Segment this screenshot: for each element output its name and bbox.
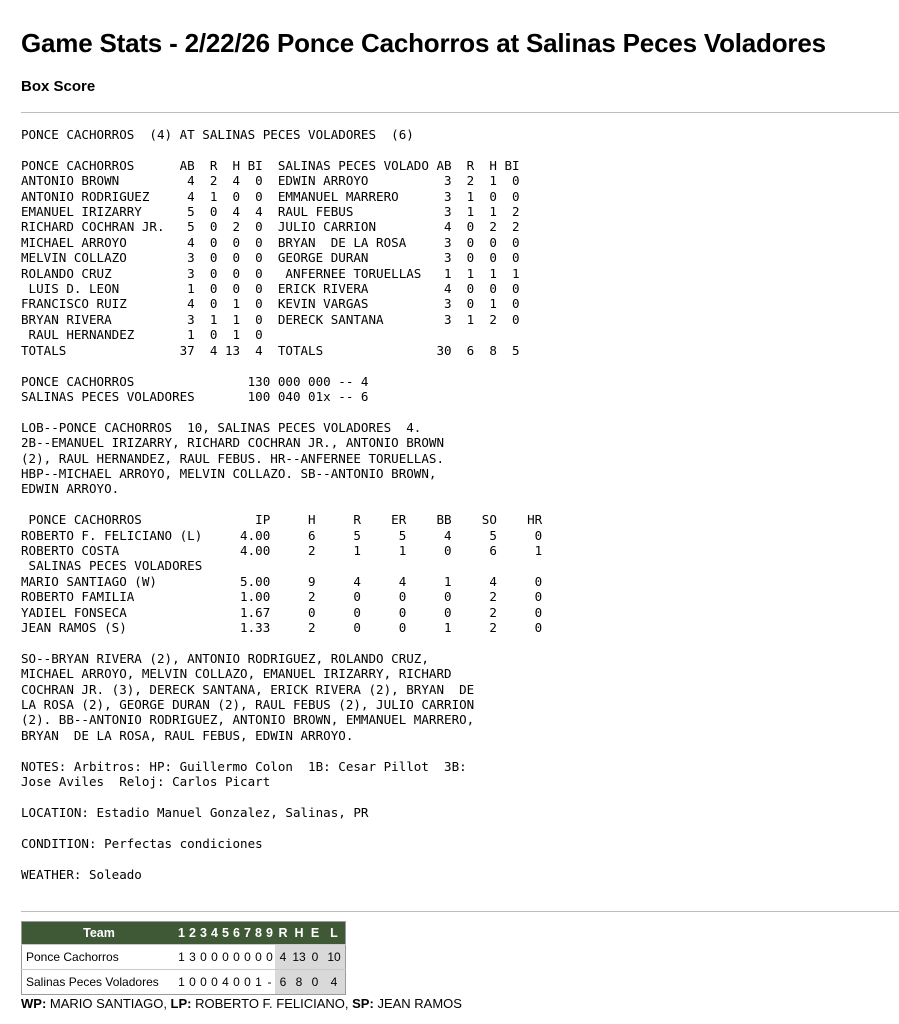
save-pitcher: JEAN RAMOS — [377, 996, 462, 1011]
inning-score: 1 — [253, 970, 264, 995]
table-row — [22, 970, 346, 995]
header-inning-7: 7 — [242, 922, 253, 945]
header-inning-4: 4 — [209, 922, 220, 945]
table-row — [22, 945, 346, 970]
bottom-divider — [21, 911, 899, 912]
winning-pitcher: MARIO SANTIAGO — [49, 996, 164, 1011]
sp-label: SP: — [352, 996, 374, 1011]
team-name: Salinas Peces Voladores — [22, 970, 177, 995]
inning-score: 0 — [264, 945, 275, 970]
line-score-header-row — [22, 922, 346, 945]
inning-score: 0 — [242, 945, 253, 970]
wp-label: WP: — [21, 996, 47, 1011]
header-inning-2: 2 — [187, 922, 198, 945]
inning-score: 0 — [209, 970, 220, 995]
runs-total: 4 — [275, 945, 291, 970]
top-divider — [21, 112, 899, 113]
inning-score: - — [264, 970, 275, 995]
runs-total: 6 — [275, 970, 291, 995]
box-score-text: PONCE CACHORROS (4) AT SALINAS PECES VOLADORES (6) PONCE CACHORROS AB R H BI SALINAS PECES VOLADO AB R H BI ANTONIO BROWN 4 2 4 0 EDWIN ARROYO 3 2 1 0 ANTONIO RODRIGUEZ 4 1 0 0 EMMANUEL MARRERO 3 1 0 0 EMANUEL IRIZARRY 5 0 4 4 RAUL FEBUS 3 1 1 2 RICHARD COCHRAN JR. 5 0 2 0 JULIO CARRION 4 0 2 2 MICHAEL ARROYO 4 0 0 0 BRYAN DE LA ROSA 3 0 0 0 MELVIN COLLAZO 3 0 0 0 GEORGE DURAN 3 0 0 0 ROLANDO CRUZ 3 0 0 0 ANFERNEE TORUELLAS 1 1 1 1 LUIS D. LEON 1 0 0 0 ERICK RIVERA 4 0 0 0 FRANCISCO RUIZ 4 0 1 0 KEVIN VARGAS 3 0 1 0 BRYAN RIVERA 3 1 1 0 DERECK SANTANA 3 1 2 0 RAUL HERNANDEZ 1 0 1 0 TOTALS 37 4 13 4 TOTALS 30 6 8 5 PONCE CACHORROS 130 000 000 -- 4 SALINAS PECES VOLADORES 100 040 01x -- 6 LOB--PONCE CACHORROS 10, SALINAS PECES VOLADORES 4. 2B--EMANUEL IRIZARRY, RICHARD COCHRAN JR., ANTONIO BROWN (2), RAUL HERNANDEZ, RAUL FEBUS. HR--ANFERNEE TORUELLAS. HBP--MICHAEL ARROYO, MELVIN COLLAZO. SB--ANTONIO BROWN, EDWIN ARROYO. PONCE CACHORROS IP H R ER BB SO HR ROBERTO F. FELICIANO (L) 4.00 6 5 5 4 5 0 ROBERTO COSTA 4.00 2 1 1 0 6 1 SALINAS PECES VOLADORES MARIO SANTIAGO (W) 5.00 9 4 4 1 4 0 ROBERTO FAMILIA 1.00 2 0 0 0 2 0 YADIEL FONSECA 1.67 0 0 0 0 2 0 JEAN RAMOS (S) 1.33 2 0 0 1 2 0 SO--BRYAN RIVERA (2), ANTONIO RODRIGUEZ, ROLANDO CRUZ, MICHAEL ARROYO, MELVIN COLLAZO, EMANUEL IRIZARRY, RICHARD COCHRAN JR. (3), DERECK SANTANA, ERICK RIVERA (2), BRYAN DE LA ROSA (2), GEORGE DURAN (2), RAUL FEBUS (2), JULIO CARRION (2). BB--ANTONIO RODRIGUEZ, ANTONIO BROWN, EMMANUEL MARRERO, BRYAN DE LA ROSA, RAUL FEBUS, EDWIN ARROYO. NOTES: Arbitros: HP: Guillermo Colon 1B: Cesar Pillot 3B: Jose Aviles Reloj: Carlos Picart LOCATION: Estadio Manuel Gonzalez, Salinas, PR CONDITION: Perfectas condiciones WEATHER: Soleado — [21, 127, 543, 882]
inning-score: 1 — [176, 970, 187, 995]
inning-score: 0 — [198, 970, 209, 995]
inning-score: 0 — [220, 945, 231, 970]
inning-score: 0 — [198, 945, 209, 970]
page-title: Game Stats - 2/22/26 Ponce Cachorros at Salinas Peces Voladores — [21, 28, 826, 58]
header-runs: R — [275, 922, 291, 945]
header-inning-8: 8 — [253, 922, 264, 945]
inning-score: 1 — [176, 945, 187, 970]
inning-score: 0 — [231, 945, 242, 970]
header-inning-6: 6 — [231, 922, 242, 945]
box-score-heading: Box Score — [21, 78, 96, 95]
header-hits: H — [291, 922, 307, 945]
hits-total: 8 — [291, 970, 307, 995]
header-errors: E — [307, 922, 323, 945]
header-inning-5: 5 — [220, 922, 231, 945]
losing-pitcher: ROBERTO F. FELICIANO — [195, 996, 345, 1011]
header-inning-3: 3 — [198, 922, 209, 945]
lob-total: 4 — [323, 970, 346, 995]
header-team: Team — [22, 922, 177, 945]
inning-score: 3 — [187, 945, 198, 970]
inning-score: 4 — [220, 970, 231, 995]
header-inning-1: 1 — [176, 922, 187, 945]
lob-total: 10 — [323, 945, 346, 970]
inning-score: 0 — [187, 970, 198, 995]
header-lob: L — [323, 922, 346, 945]
header-inning-9: 9 — [264, 922, 275, 945]
inning-score: 0 — [253, 945, 264, 970]
line-score-table — [21, 921, 346, 995]
errors-total: 0 — [307, 970, 323, 995]
lp-label: LP: — [170, 996, 192, 1011]
hits-total: 13 — [291, 945, 307, 970]
inning-score: 0 — [231, 970, 242, 995]
team-name: Ponce Cachorros — [22, 945, 177, 970]
errors-total: 0 — [307, 945, 323, 970]
inning-score: 0 — [242, 970, 253, 995]
inning-score: 0 — [209, 945, 220, 970]
pitchers-of-record: WP: MARIO SANTIAGO, LP: ROBERTO F. FELICIANO, SP: JEAN RAMOS — [21, 996, 462, 1011]
